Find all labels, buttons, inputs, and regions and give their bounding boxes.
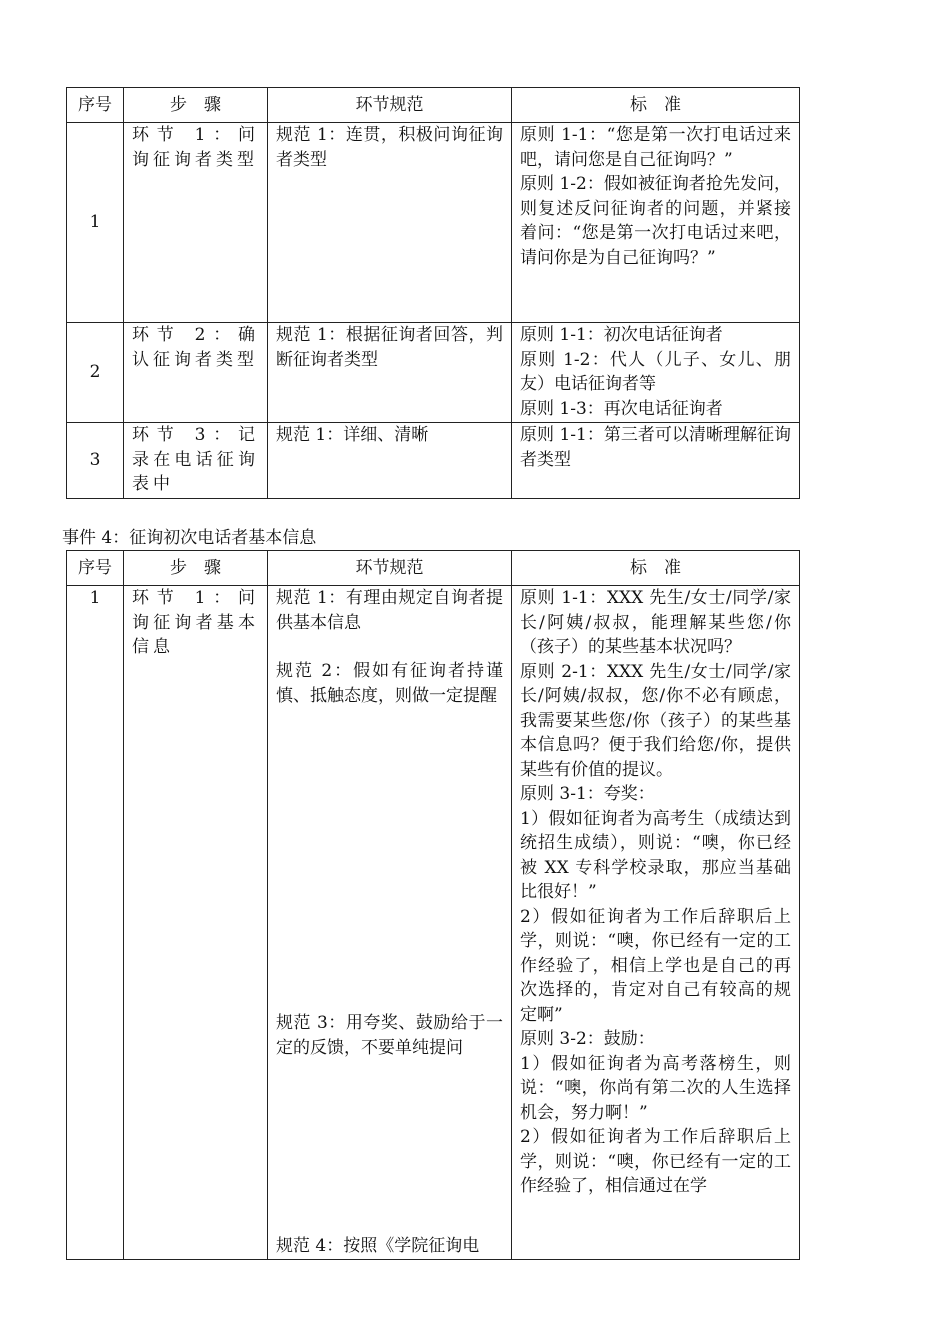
standard-cell [512, 423, 800, 499]
row-number: 2 [67, 323, 124, 423]
row-number: 3 [67, 423, 124, 499]
norm-cell: 规范 1：连贯，积极问询征询者类型 [268, 123, 512, 323]
standard-item: 原则 1-1：“您是第一次打电话过来吧，请问您是自己征询吗？” [520, 125, 791, 170]
header-no: 序号 [67, 88, 124, 123]
step-cell: 环节 3：记录在电话征询表中 [124, 423, 268, 499]
standard-item: 原则 1-2：代人（儿子、女儿、朋友）电话征询者等 [520, 349, 791, 394]
row-number: 1 [67, 123, 124, 323]
table-header-row [67, 551, 800, 586]
step-cell: 环节 1：问询征询者类型 [124, 123, 268, 323]
standard-item: 1）假如征询者为高考生（成绩达到统招生成绩），则说：“噢，你已经被 XX 专科学校录取，那应当基础比很好！” [520, 808, 791, 902]
step-cell: 环节 2：确认征询者类型 [124, 323, 268, 423]
standard-item: 原则 1-1：XXX 先生/女士/同学/家长/阿姨/叔叔，能理解某些您/你（孩子）的某些基本状况吗？ [520, 588, 791, 657]
norm-item: 规范 3：用夸奖、鼓励给于一定的反馈，不要单纯提问 [276, 1013, 503, 1058]
header-norm: 环节规范 [268, 551, 512, 586]
standard-item: 原则 1-2：假如被征询者抢先发问，则复述反问征询者的问题，并紧接着问：“您是第一次打电话过来吧，请问你是为自己征询吗？” [520, 174, 791, 268]
standard-cell [512, 323, 800, 423]
norm-cell: 规范 1：根据征询者回答，判断征询者类型 [268, 323, 512, 423]
table-row [67, 423, 800, 499]
header-step: 步 骤 [124, 551, 268, 586]
row-number: 1 [67, 586, 124, 1260]
standard-cell [512, 123, 800, 323]
norm-item: 规范 4：按照《学院征询电 [276, 1236, 480, 1256]
standard-item: 1）假如征询者为高考落榜生，则说：“噢，你尚有第二次的人生选择机会，努力啊！” [520, 1053, 791, 1123]
header-step: 步 骤 [124, 88, 268, 123]
procedure-table-1 [66, 87, 800, 499]
standard-item: 原则 2-1：XXX 先生/女士/同学/家长/阿姨/叔叔，您/你不必有顾虑，我需要某些您/你（孩子）的某些基本信息吗？便于我们给您/你，提供某些有价值的提议。 [520, 661, 791, 780]
norm-item: 规范 1：有理由规定自询者提供基本信息 [276, 588, 503, 633]
standard-item: 原则 3-1：夸奖： [520, 784, 655, 804]
standard-item: 原则 1-1：第三者可以清晰理解征询者类型 [520, 425, 791, 470]
standard-cell [512, 586, 800, 1260]
table-row [67, 323, 800, 423]
standard-item: 2）假如征询者为工作后辞职后上学，则说：“噢，你已经有一定的工作经验了，相信上学也是自己的再次选择的，肯定对自己有较高的规定啊” [520, 906, 791, 1025]
standard-item: 2）假如征询者为工作后辞职后上学，则说：“噢，你已经有一定的工作经验了，相信通过在学 [520, 1127, 791, 1196]
header-standard: 标 准 [512, 551, 800, 586]
event-4-title: 事件 4：征询初次电话者基本信息 [62, 528, 317, 548]
procedure-table-2 [66, 550, 800, 1260]
header-standard: 标 准 [512, 88, 800, 123]
table-header-row [67, 88, 800, 123]
standard-item: 原则 1-1：初次电话征询者 [520, 325, 723, 345]
norm-cell [268, 586, 512, 1260]
table-row [67, 123, 800, 323]
table-row [67, 586, 800, 1260]
norm-cell: 规范 1：详细、清晰 [268, 423, 512, 499]
step-cell: 环节 1：问询征询者基本信息 [124, 586, 268, 1260]
header-norm: 环节规范 [268, 88, 512, 123]
norm-item: 规范 2：假如有征询者持谨慎、抵触态度，则做一定提醒 [276, 661, 503, 706]
header-no: 序号 [67, 551, 124, 586]
standard-item: 原则 1-3：再次电话征询者 [520, 398, 723, 419]
standard-item: 原则 3-2：鼓励： [520, 1029, 655, 1049]
